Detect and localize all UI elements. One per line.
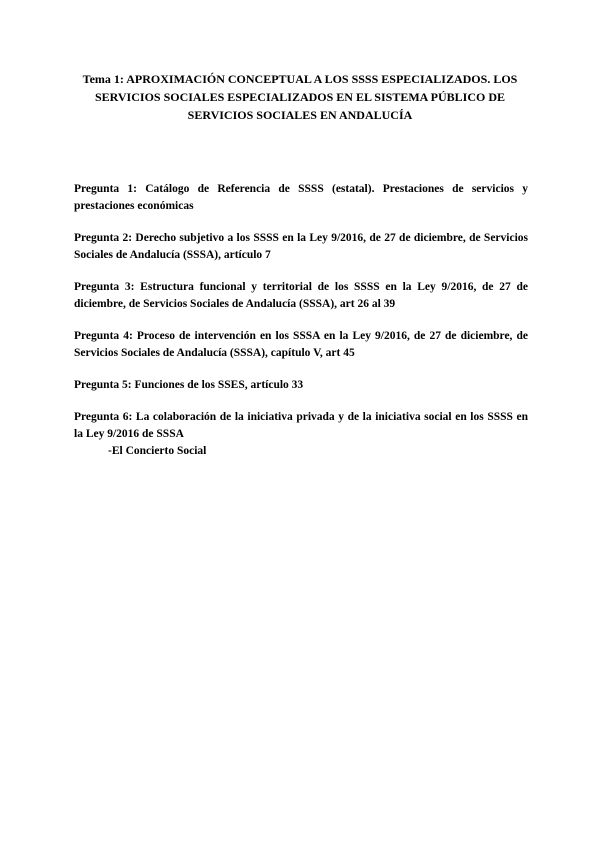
question-6-subitem: -El Concierto Social	[108, 445, 207, 457]
question-2: Pregunta 2: Derecho subjetivo a los SSSS en la Ley 9/2016, de 27 de diciembre, de Servicios Sociales de Andalucía (SSSA), artículo 7	[74, 232, 528, 261]
question-3: Pregunta 3: Estructura funcional y territorial de los SSSS en la Ley 9/2016, de 27 de diciembre, de Servicios Sociales de Andalucía (SSSA), art 26 al 39	[74, 281, 528, 310]
question-6: Pregunta 6: La colaboración de la iniciativa privada y de la iniciativa social en los SSSS en la Ley 9/2016 de SSSA	[74, 411, 528, 440]
question-5: Pregunta 5: Funciones de los SSES, artículo 33	[74, 379, 304, 391]
question-1: Pregunta 1: Catálogo de Referencia de SSSS (estatal). Prestaciones de servicios y prestaciones económicas	[74, 183, 528, 212]
document-title	[60, 70, 540, 124]
question-list	[74, 181, 528, 460]
title-line: Tema 1: APROXIMACIÓN CONCEPTUAL A LOS SSSS ESPECIALIZADOS. LOS	[82, 72, 518, 86]
title-line: SERVICIOS SOCIALES EN ANDALUCÍA	[187, 108, 413, 122]
question-4: Pregunta 4: Proceso de intervención en los SSSA en la Ley 9/2016, de 27 de diciembre, de Servicios Sociales de Andalucía (SSSA), capítulo V, art 45	[74, 330, 528, 359]
title-line: SERVICIOS SOCIALES ESPECIALIZADOS EN EL SISTEMA PÚBLICO DE	[94, 90, 506, 104]
